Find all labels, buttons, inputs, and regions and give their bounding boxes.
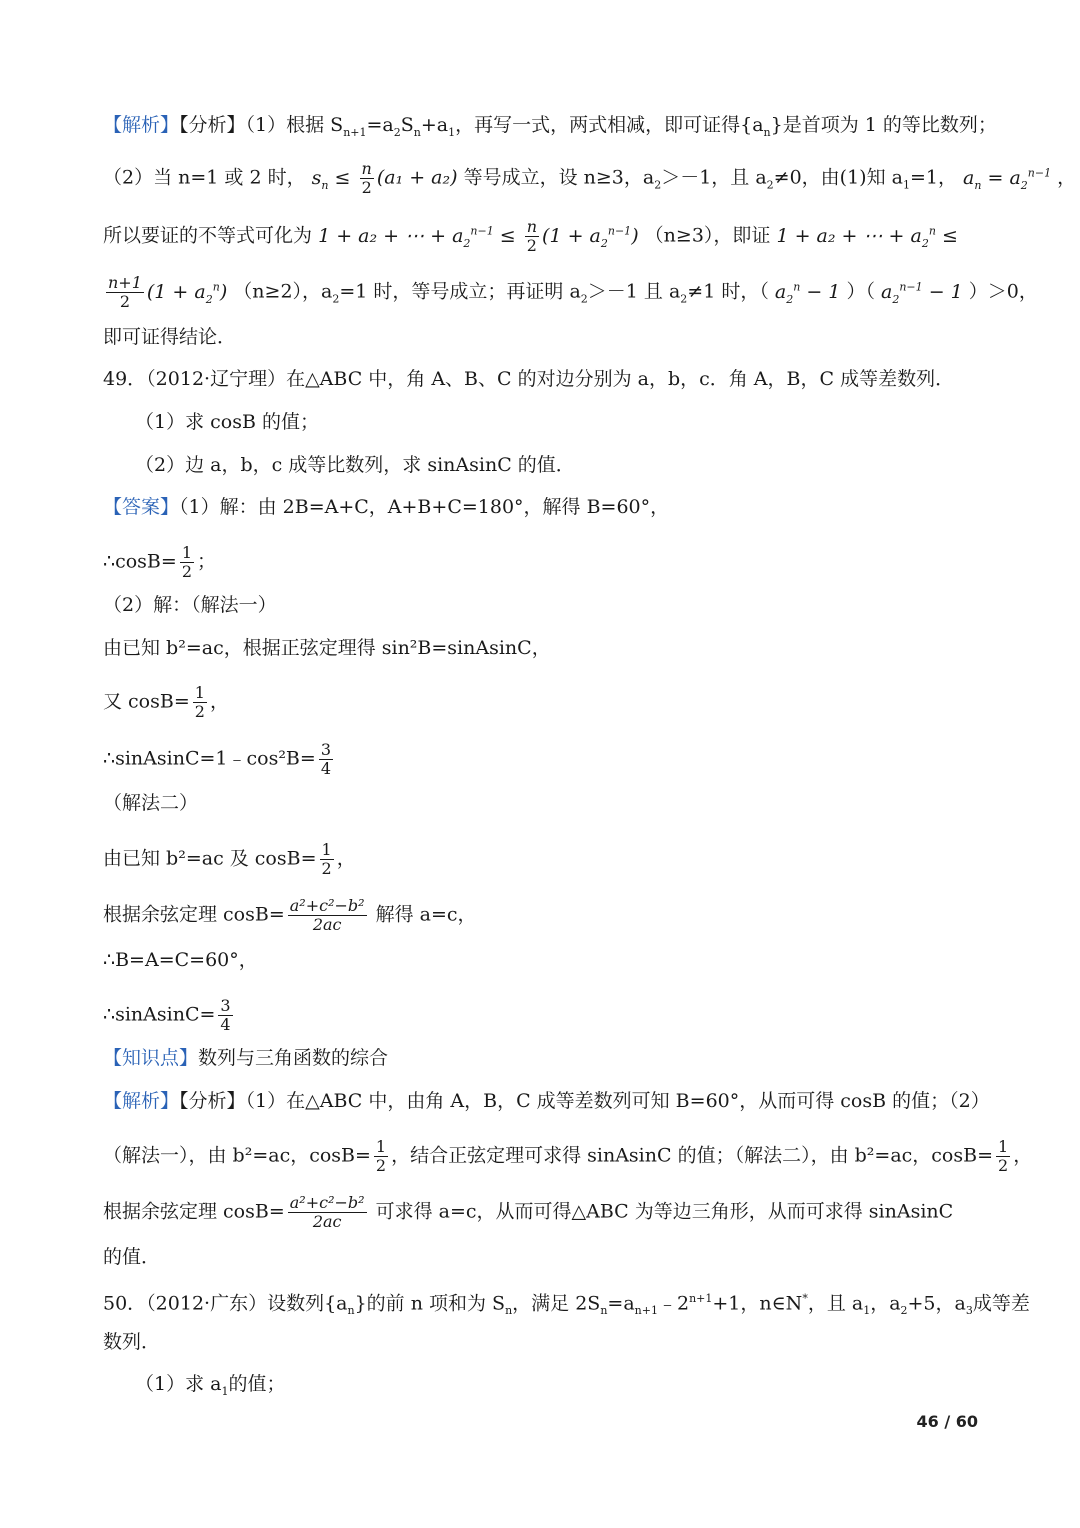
fraction-half-1: $\frac{1}{2}$ [181, 543, 192, 581]
fraction-n-over-2: $\frac{n}{2}$ [361, 159, 372, 197]
question-50-stem-2: 数列． [103, 1331, 161, 1353]
answer-known-2: 由已知 b²=ac 及 cosB= $\frac{1}{2}$ ， [103, 840, 356, 878]
answer-also-cosb: 又 cosB= $\frac{1}{2}$ ， [103, 683, 229, 721]
page-number: 46 / 60 [916, 1412, 978, 1431]
answer-angles: ∴B=A=C=60°， [103, 949, 258, 971]
analysis-line-5: 即可证得结论． [103, 326, 237, 348]
math-an-formula: $a_n = a_2^{n-1}$ [963, 166, 1052, 192]
answer-part-2-method-1: （2）解：（解法一） [103, 594, 277, 616]
answer-cosine-law: 根据余弦定理 cosB= $\frac{\text{a²+c²−b²}}{2ac}$ 解得 a=c， [103, 896, 477, 934]
analysis-line-1: 【解析】【分析】（1）根据 $S_{n+1}=a_2S_n+a_1$，再写一式，两式相减，即可证得$\{a_n\}$是首项为 1 的等比数列； [103, 114, 997, 139]
analysis-line-4: $\frac{n+1}{2}$ $(1 + a_2^n)$ （n≥2），$a_2=1$ 时，等号成立；再证明 $a_2>-1$ 且 $a_2\ne 1$ 时，（ $a_2^n - 1$ ）（ $a_2^{n-1} - 1$ ）＞0， [108, 273, 1038, 311]
fraction-n-over-2-b: $\frac{n}{2}$ [526, 217, 538, 255]
fraction-half-3: $\frac{1}{2}$ [321, 840, 332, 878]
question-50-part-1: （1）求 $a_1$的值； [135, 1373, 286, 1398]
tag-daan: 【答案】 [103, 496, 180, 518]
fraction-half-4: $\frac{1}{2}$ [375, 1137, 387, 1175]
analysis-line-2: （2）当 n=1 或 2 时， $s_n$ ≤ $\frac{n}{2}$ (a₁ + a₂) 等号成立，设 n≥3，$a_2>-1$，且 $a_2\ne 0$，由(1)知 $a_1=1$， $a_n = a_2^{n-1}$ ， [103, 159, 1077, 197]
answer-sinasinc-2: ∴sinAsinC= $\frac{3}{4}$ [103, 996, 231, 1034]
knowledge-point: 【知识点】数列与三角函数的综合 [103, 1047, 389, 1069]
fraction-cosine-law-2: $\frac{\text{a²+c²−b²}}{2ac}$ [289, 1193, 365, 1231]
analysis-49-line-3: 根据余弦定理 cosB= $\frac{\text{a²+c²−b²}}{2ac}$ 可求得 a=c，从而可得△ABC 为等边三角形，从而可求得 sinAsinC [103, 1193, 954, 1231]
math-sum-inequality-2: 1 + a₂ + ⋯ + $a_2^n$ ≤ [776, 224, 958, 250]
fraction-half-2: $\frac{1}{2}$ [194, 683, 205, 721]
math-sum-inequality: 1 + a₂ + ⋯ + $a_2^{n-1}$ ≤ [318, 224, 522, 250]
fraction-half-5: $\frac{1}{2}$ [998, 1137, 1009, 1175]
analysis-49-line-4: 的值． [103, 1246, 161, 1268]
analysis-49-line-1: 【解析】【分析】（1）在△ABC 中，由角 A，B，C 成等差数列可知 B=60°，从而可得 cosB 的值；（2） [103, 1090, 990, 1112]
tag-zhishidian: 【知识点】 [103, 1047, 199, 1069]
answer-cosb: ∴cosB= $\frac{1}{2}$ ； [103, 543, 217, 581]
tag-fenxi: 【分析】 [179, 114, 246, 136]
analysis-line-3: 所以要证的不等式可化为 1 + a₂ + ⋯ + $a_2^{n-1}$ ≤ $\frac{n}{2}$ $(1 + a_2^{n-1})$ （n≥3），即证 1 + a₂ + ⋯ + $a_2^n$ ≤ [103, 217, 958, 255]
tag-jiexi: 【解析】 [103, 114, 180, 136]
fraction-three-quarters-2: $\frac{3}{4}$ [220, 996, 231, 1034]
question-50-stem: 50．（2012·广东）设数列$\{a_n\}$的前 n 项和为 $S_n$，满足 $2S_n=a_{n+1}﹣2^{n+1}+1$，n∈N*，且 $a_1$，$a_2+5$，$a_3$成等差 [103, 1292, 1030, 1318]
question-49-stem: 49．（2012·辽宁理）在△ABC 中，角 A、B、C 的对边分别为 a，b，c．角 A，B，C 成等差数列． [103, 368, 955, 390]
math-sn-inequality: $s_n$ ≤ [311, 166, 357, 192]
answer-method-2: （解法二） [103, 792, 199, 814]
analysis-49-line-2: （解法一），由 b²=ac，cosB= $\frac{1}{2}$ ，结合正弦定理可求得 sinAsinC 的值；（解法二），由 b²=ac，cosB= $\frac{1}{2}$ ， [103, 1137, 1033, 1175]
answer-line-1: 【答案】（1）解：由 2B=A+C，A+B+C=180°，解得 B=60°， [103, 496, 670, 518]
fraction-three-quarters-1: $\frac{3}{4}$ [320, 740, 332, 778]
fraction-cosine-law-1: $\frac{\text{a²+c²−b²}}{2ac}$ [289, 896, 365, 934]
question-49-part-2: （2）边 a，b，c 成等比数列，求 sinAsinC 的值． [135, 454, 575, 476]
answer-sinasinc-1: ∴sinAsinC=1﹣cos²B= $\frac{3}{4}$ [103, 740, 332, 778]
fraction-n1-over-2: $\frac{n+1}{2}$ [108, 273, 142, 311]
answer-known-1: 由已知 b²=ac，根据正弦定理得 sin²B=sinAsinC， [103, 637, 551, 659]
question-49-part-1: （1）求 cosB 的值； [135, 411, 319, 433]
